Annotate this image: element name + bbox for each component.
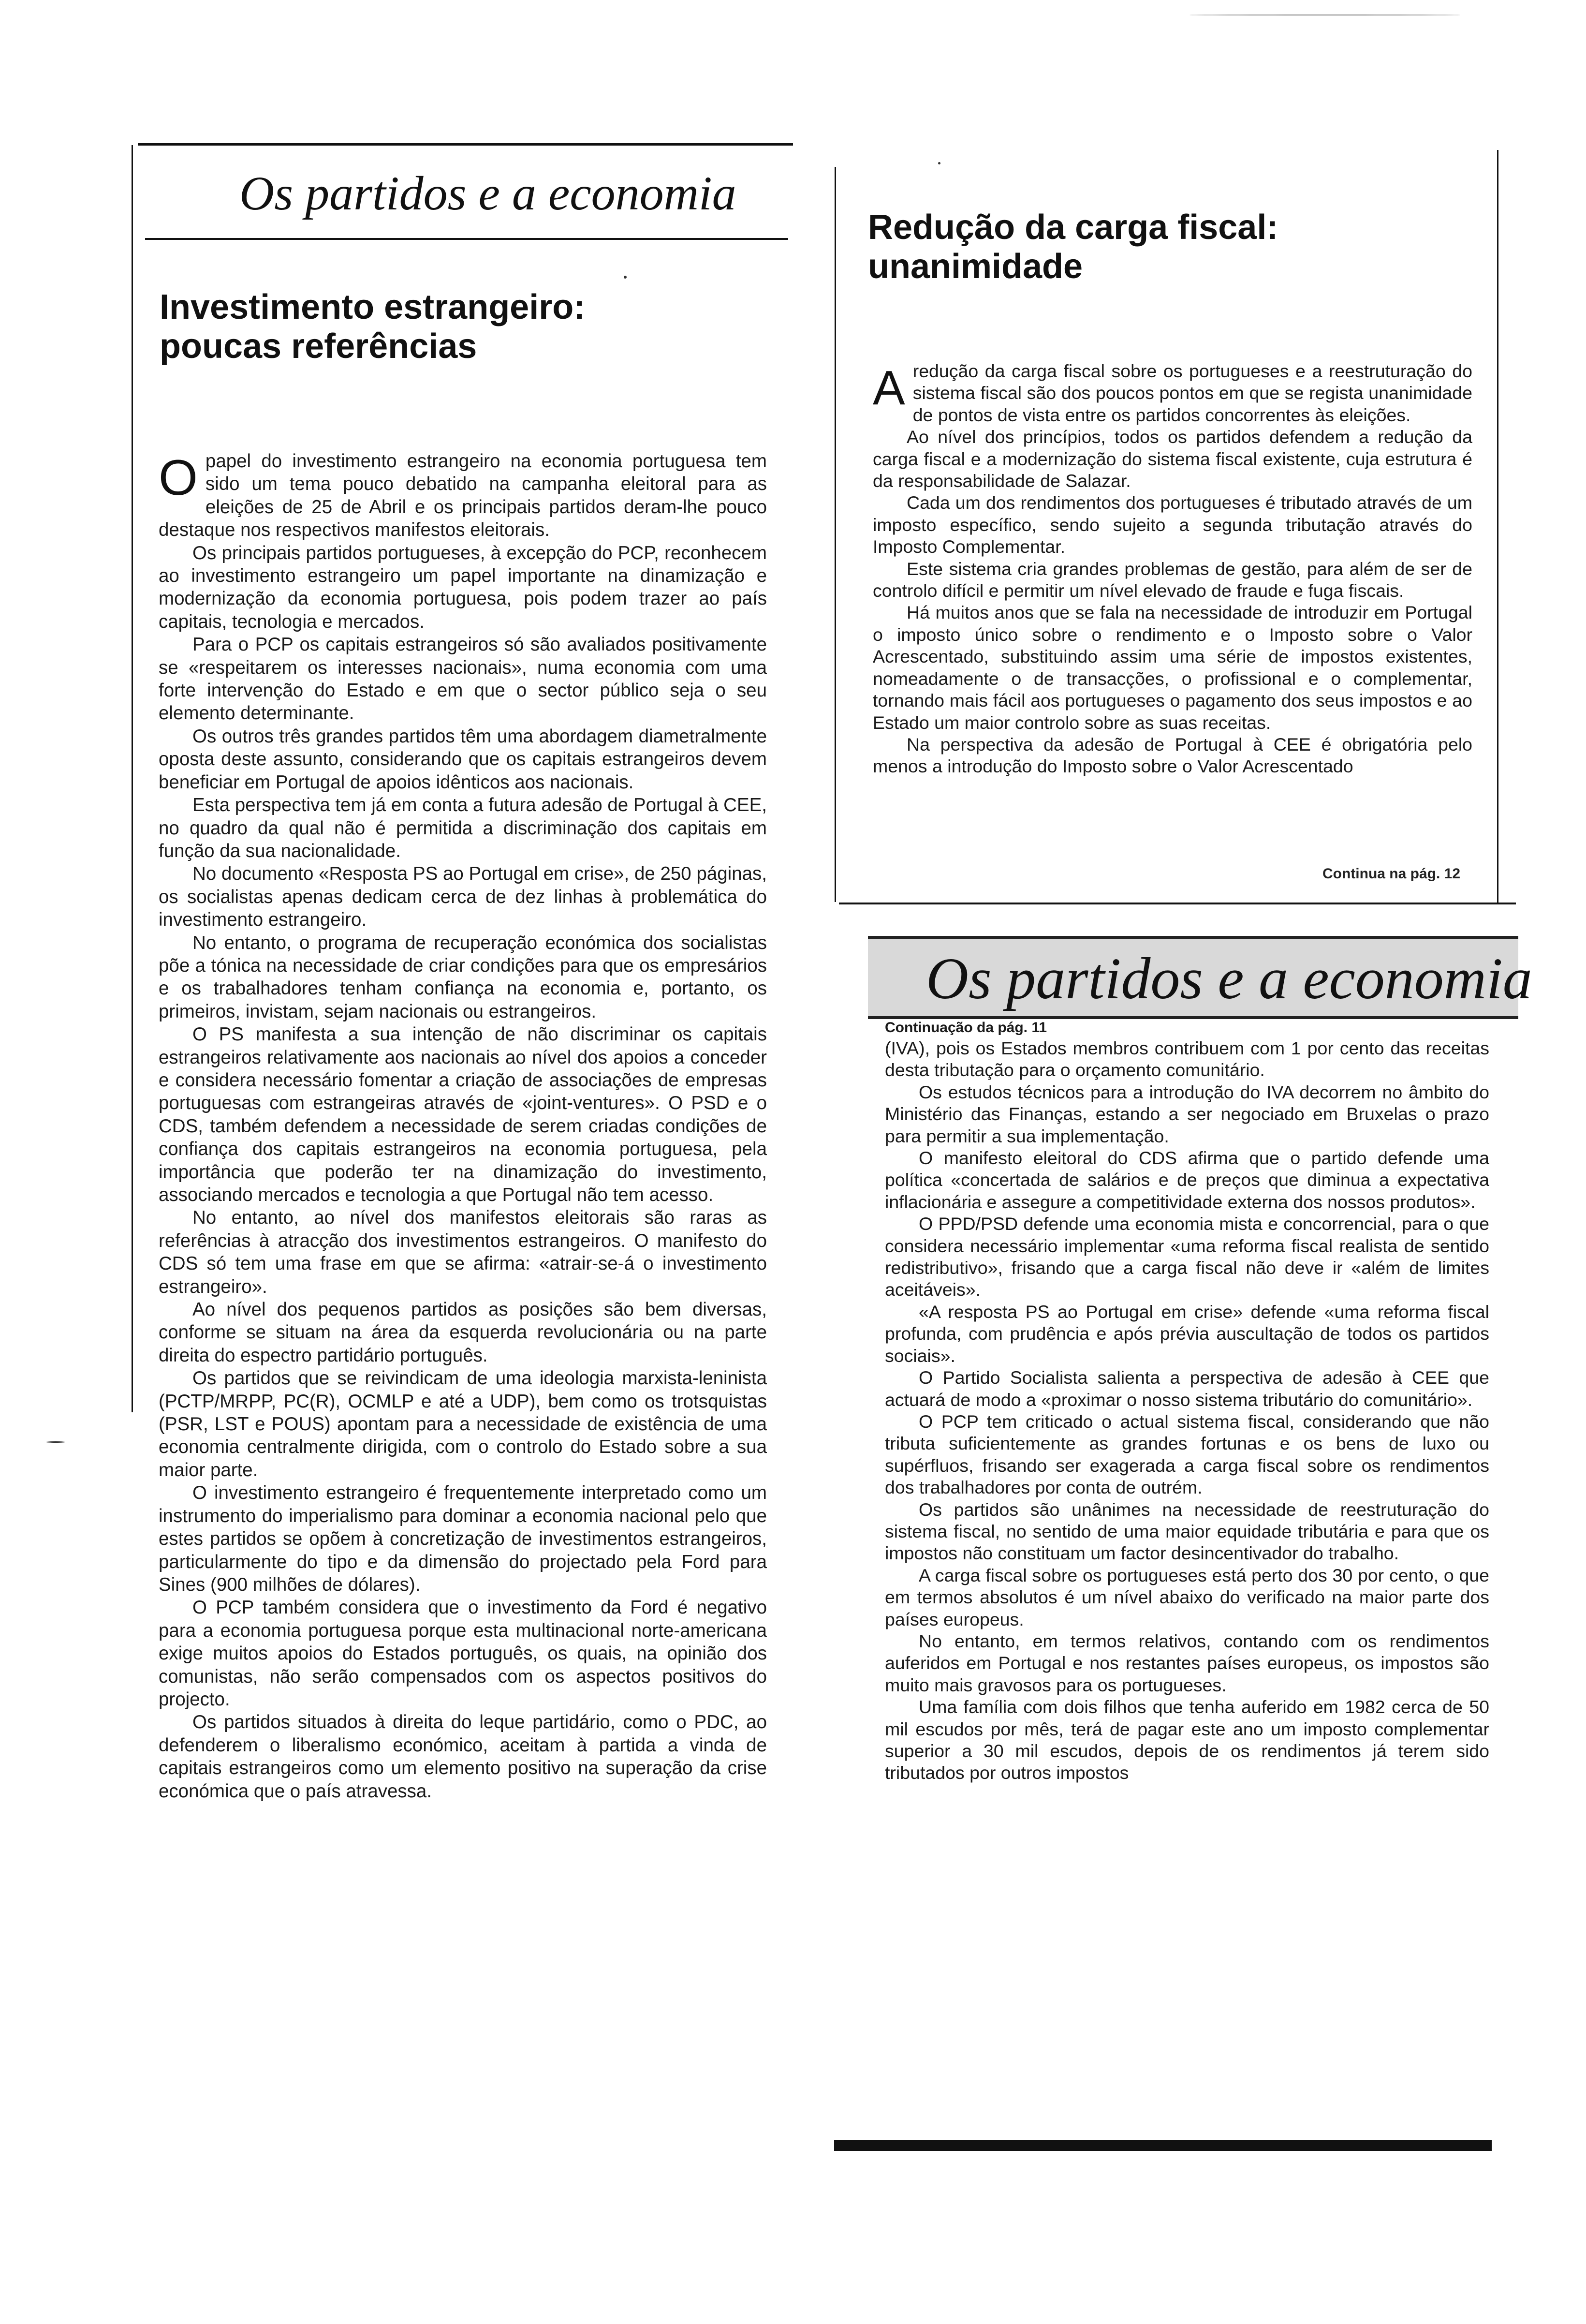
left-headline	[160, 288, 764, 366]
scan-speck	[938, 162, 940, 164]
scan-speck	[46, 1441, 65, 1443]
left-paragraph: No entanto, ao nível dos manifestos eleitorais são raras as referências à atracção dos investimentos estrangeiros. O manifesto do CDS só tem uma frase em que se afirma: «atrair-se-á o investimento estrangeiro».	[159, 1207, 767, 1297]
right-dropcap: A	[873, 361, 905, 415]
right-headline-line1: Redução da carga fiscal:	[868, 208, 1278, 247]
right-headline	[868, 208, 1472, 286]
continuation-from-label: Continuação da pág. 11	[885, 1020, 1047, 1036]
continuation-paragraph: «A resposta PS ao Portugal em crise» defende «uma reforma fiscal profunda, com prudência e após prévia auscultação de todos os partidos sociais».	[885, 1301, 1489, 1366]
left-headline-line1: Investimento estrangeiro:	[160, 288, 586, 326]
right-paragraph: Cada um dos rendimentos dos portugueses é tributado através de um imposto específico, sendo sujeito a segunda tributação através do Imposto Complementar.	[873, 492, 1472, 557]
continuation-paragraph: Os estudos técnicos para a introdução do IVA decorrem no âmbito do Ministério das Finanças, estando a ser negociado em Bruxelas o prazo para permitir a sua implementação.	[885, 1081, 1489, 1146]
left-paragraph: No documento «Resposta PS ao Portugal em crise», de 250 páginas, os socialistas apenas dedicam cerca de dez linhas à problemática do investimento estrangeiro.	[159, 863, 767, 931]
continuation-paragraph: A carga fiscal sobre os portugueses está perto dos 30 por cento, o que em termos absolutos é um nível abaixo do verificado na maior parte dos países europeus.	[885, 1565, 1489, 1629]
left-paragraph: Os principais partidos portugueses, à excepção do PCP, reconhecem ao investimento estrangeiro um papel importante na dinamização e modernização da economia portuguesa, pois podem trazer ao país capitais, tecnologia e mercados.	[159, 542, 767, 632]
continuation-paragraph: Os partidos são unânimes na necessidade de reestruturação do sistema fiscal, no sentido de uma maior equidade tributária e para que os impostos não constituam um factor desincentivador do trabalho.	[885, 1499, 1489, 1564]
continuation-banner-title: Os partidos e a economia	[926, 946, 1532, 1011]
continuation-paragraph: O PPD/PSD defende uma economia mista e concorrencial, para o que considera necessário implementar «uma reforma fiscal realista de sentido redistributivo», frisando que a carga fiscal não deve ir «além de limites aceitáveis».	[885, 1214, 1489, 1300]
continuation-paragraph: No entanto, em termos relativos, contando com os rendimentos auferidos em Portugal e nos restantes países europeus, os impostos são muito mais gravosos para os portugueses.	[885, 1630, 1489, 1695]
continuation-paragraph: O Partido Socialista salienta a perspectiva de adesão à CEE que actuará de modo a «proximar o nosso sistema tributário do comunitário».	[885, 1367, 1489, 1410]
right-paragraph: Ao nível dos princípios, todos os partidos defendem a redução da carga fiscal e a modernização do sistema fiscal existente, cuja estrutura é da responsabilidade de Salazar.	[873, 427, 1472, 491]
left-paragraph: Ao nível dos pequenos partidos as posições são bem diversas, conforme se situam na área da esquerda revolucionária ou na parte direita do espectro partidário português.	[159, 1299, 767, 1366]
right-paragraph: redução da carga fiscal sobre os portugueses e a reestruturação do sistema fiscal são dos poucos pontos em que se regista unanimidade de pontos de vista entre os partidos concorrentes às eleições.	[912, 361, 1472, 425]
left-kicker-rule	[145, 238, 788, 240]
scan-speck	[624, 276, 627, 279]
continuation-paragraph: O PCP tem criticado o actual sistema fiscal, considerando que não tributa suficientemente as grandes fortunas e os bens de luxo ou supérfluos, frisando ser exagerada a carga fiscal sobre os rendimentos dos trabalhadores por conta de outrém.	[885, 1411, 1489, 1498]
left-dropcap: O	[159, 450, 198, 506]
right-paragraph: Este sistema cria grandes problemas de gestão, para além de ser de controlo difícil e permitir um nível elevado de fraude e fuga fiscais.	[873, 558, 1472, 601]
right-column-border-right	[1497, 150, 1498, 904]
left-paragraph: Para o PCP os capitais estrangeiros só são avaliados positivamente se «respeitarem os interesses nacionais», numa economia com uma forte intervenção do Estado e em que o sector público seja o seu elemento determinante.	[159, 634, 767, 724]
left-paragraph: Os partidos situados à direita do leque partidário, como o PDC, ao defenderem o liberalismo económico, aceitam à partida a vinda de capitais estrangeiros como um elemento positivo na superação da crise económica que o país atravessa.	[159, 1712, 767, 1802]
jump-label: Continua na pág. 12	[1322, 866, 1461, 882]
left-paragraph: O PS manifesta a sua intenção de não discriminar os capitais estrangeiros relativamente aos nacionais ao nível dos apoios a conceder e considera necessário fomentar a criação de associações de empresas portuguesas com estrangeiras através de «joint-ventures». O PSD e o CDS, também defendem a necessidade de serem criadas condições de confiança dos capitais estrangeiros na economia portuguesa, pela importância que poderão ter na dinamização do investimento, associando mercados e tecnologia a que Portugal não tem acesso.	[159, 1024, 767, 1205]
right-column-border-left	[835, 167, 836, 902]
left-paragraph: No entanto, o programa de recuperação económica dos socialistas põe a tónica na necessidade de criar condições para que os empresários e os trabalhadores tenham confiança na economia e, portanto, os primeiros, invistam, sejam nacionais ou estrangeiros.	[159, 932, 767, 1022]
left-paragraph: Os outros três grandes partidos têm uma abordagem diametralmente oposta deste assunto, considerando que os capitais estrangeiros devem beneficiar em Portugal de apoios idênticos aos nacionais.	[159, 725, 767, 793]
left-top-rule	[138, 143, 793, 146]
left-paragraph: Os partidos que se reivindicam de uma ideologia marxista-leninista (PCTP/MRPP, PC(R), OCMLP e até a UDP), bem como os trotsquistas (PSR, LST e POUS) apontam para a necessidade de existência de uma economia centralmente dirigida, com o controlo do Estado sobre a sua maior parte.	[159, 1368, 767, 1480]
right-headline-line2: unanimidade	[868, 247, 1083, 286]
continuation-bottom-bar	[834, 2140, 1492, 2151]
left-paragraph: Esta perspectiva tem já em conta a futura adesão de Portugal à CEE, no quadro da qual não é permitida a discriminação dos capitais em função da sua nacionalidade.	[159, 795, 767, 861]
right-article-body	[873, 360, 1472, 859]
left-article-body	[159, 450, 767, 1901]
left-paragraph: O PCP também considera que o investimento da Ford é negativo para a economia portuguesa porque esta multinacional norte-americana exige muitos apoios do Estados português, os quais, na opinião dos comunistas, não serão compensados com os aspectos positivos do projecto.	[159, 1597, 767, 1710]
right-paragraph: Na perspectiva da adesão de Portugal à CEE é obrigatória pelo menos a introdução do Imposto sobre o Valor Acrescentado	[873, 734, 1472, 777]
left-column-border	[132, 145, 133, 1412]
continuation-paragraph: O manifesto eleitoral do CDS afirma que o partido defende uma política «concertada de salários e de preços que diminua a expectativa inflacionária e assegure a competitividade externa dos nossos produtos».	[885, 1148, 1489, 1212]
left-paragraph: O investimento estrangeiro é frequentemente interpretado como um instrumento do imperialismo para dominar a economia nacional pelo que estes partidos se opõem à concretização de investimentos estrangeiros, particularmente do tipo e da dimensão do projectado pela Ford para Sines (900 milhões de dólares).	[159, 1482, 767, 1595]
right-bottom-rule	[839, 903, 1516, 904]
left-kicker: Os partidos e a economia	[239, 166, 736, 220]
right-paragraph: Há muitos anos que se fala na necessidade de introduzir em Portugal o imposto único sobre o rendimento e o Imposto sobre o Valor Acrescentado, substituindo assim uma série de impostos existentes, nomeadamente o de transacções, o profissional e o complementar, tornando mais fácil aos portugueses o pagamento dos seus impostos e ao Estado um maior controlo sobre as suas receitas.	[873, 602, 1472, 733]
left-paragraph: papel do investimento estrangeiro na economia portuguesa tem sido um tema pouco debatido na campanha eleitoral para as eleições de 25 de Abril e os principais partidos deram-lhe pouco destaque nos respectivos manifestos eleitorais.	[159, 451, 767, 541]
continuation-paragraph: (IVA), pois os Estados membros contribuem com 1 por cento das receitas desta tributação para o orçamento comunitário.	[885, 1038, 1489, 1081]
continuation-body	[885, 1018, 1489, 2324]
left-headline-line2: poucas referências	[160, 326, 477, 366]
continuation-banner	[868, 936, 1532, 1019]
continuation-paragraph: Uma família com dois filhos que tenha auferido em 1982 cerca de 50 mil escudos por mês, terá de pagar este ano um imposto complementar superior a 30 mil escudos, depois de os rendimentos já terem sido tributados por outros impostos	[885, 1697, 1489, 1783]
